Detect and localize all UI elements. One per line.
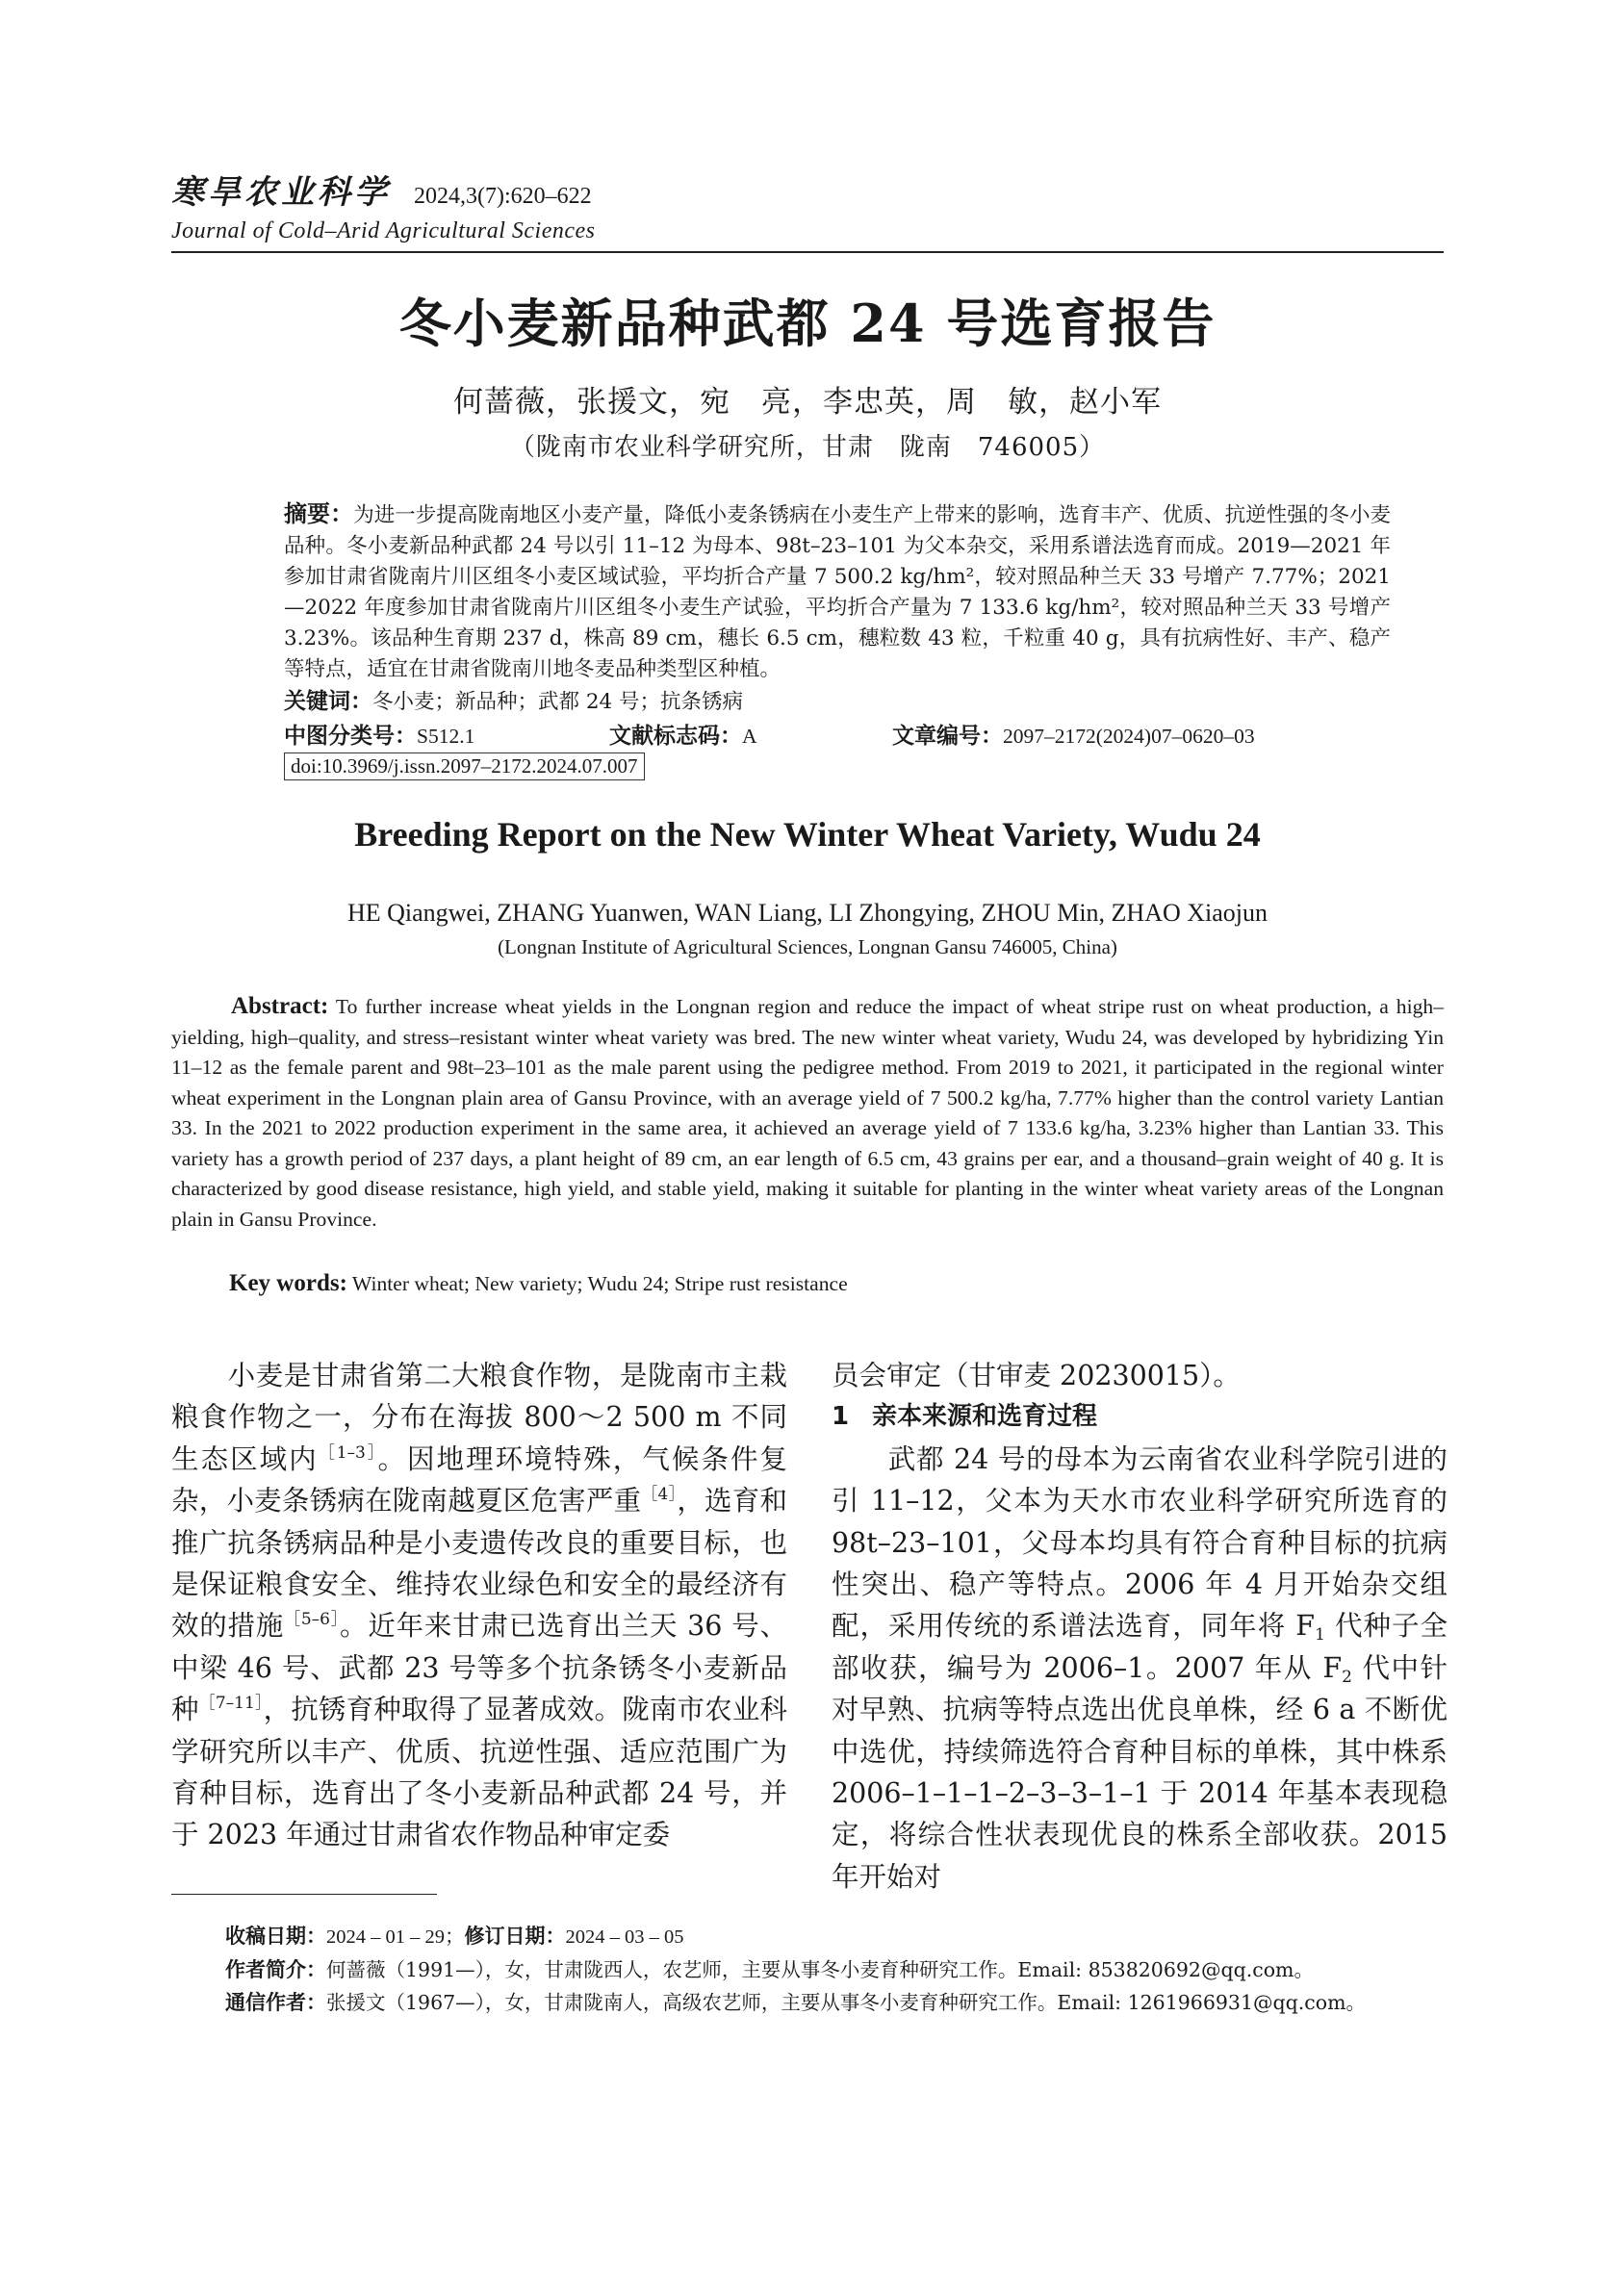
received-line: [171, 1920, 1444, 1953]
body-text: 。因地理环境特殊，气候条件复杂，小麦条锈病在陇南越夏区危害严重: [171, 1442, 787, 1518]
received-label: 收稿日期：: [225, 1925, 326, 1948]
affiliation-cn: （陇南市农业科学研究所，甘肃 陇南 746005）: [509, 433, 1106, 462]
header-rule: [171, 251, 1444, 253]
keywords-en-text: Winter wheat; New variety; Wudu 24; Stripe rust resistance: [351, 1272, 848, 1295]
corresponding-line: [171, 1986, 1444, 2019]
journal-name-en: Journal of Cold–Arid Agricultural Sciences: [171, 218, 596, 243]
body-column-left: [171, 1355, 787, 1856]
citation-ref[interactable]: ［5–6］: [284, 1610, 341, 1630]
abstract-cn-text: 为进一步提高陇南地区小麦产量，降低小麦条锈病在小麦生产上带来的影响，选育丰产、优质、抗逆性强的冬小麦品种。冬小麦新品种武都 24 号以引 11–12 为母本、98t–23–101 为父本杂交，采用系谱法选育而成。2019—2021 年参加甘肃省陇南片川区组冬小麦区域试验，平均折合产量 7 500.2 kg/hm²，较对照品种兰天 33 号增产 7.77%；2021—2022 年度参加甘肃省陇南片川区组冬小麦生产试验，平均折合产量为 7 133.6 kg/hm²，较对照品种兰天 33 号增产 3.23%。该品种生育期 237 d，株高 89 cm，穗长 6.5 cm，穗粒数 43 粒，千粒重 40 g，具有抗病性好、丰产、稳产等特点，适宜在甘肃省陇南川地冬麦品种类型区种植。: [284, 503, 1392, 681]
doi-box[interactable]: doi:10.3969/j.issn.2097–2172.2024.07.007: [284, 753, 645, 780]
article-number-value: 2097–2172(2024)07–0620–03: [1003, 725, 1255, 748]
body-text: ，抗锈育种取得了显著成效。陇南市农业科学研究所以丰产、优质、抗逆性强、适应范围广为育种目标，选育出了冬小麦新品种武都 24 号，并于 2023 年通过甘肃省农作物品种审定委: [171, 1694, 787, 1851]
footnotes: [171, 1920, 1444, 2019]
body-continuation: 员会审定（甘审麦 20230015）。: [832, 1360, 1241, 1391]
citation-ref[interactable]: ［7–11］: [198, 1694, 264, 1714]
section-number: 1: [832, 1402, 850, 1432]
body-column-right: [832, 1355, 1447, 1898]
author-bio-label: 作者简介：: [225, 1958, 326, 1981]
doc-code-label: 文献标志码：: [609, 724, 742, 749]
received-date: 2024 – 01 – 29；: [326, 1926, 465, 1948]
author-bio-text: 何蔷薇（1991—），女，甘肃陇西人，农艺师，主要从事冬小麦育种研究工作。Email: 853820692@qq.com。: [326, 1958, 1314, 1981]
body-paragraph: [171, 1355, 787, 1856]
body-text: 代中针对早熟、抗病等特点选出优良单株，经 6 a 不断优中选优，持续筛选符合育种目标的单株，其中株系 2006–1–1–1–2–3–3–1–1 于 2014 年基本表现稳定，将综合性状表现优良的株系全部收获。2015 年开始对: [832, 1651, 1447, 1893]
keywords-en-label: Key words:: [229, 1270, 347, 1296]
subscript: 1: [1315, 1625, 1325, 1645]
abstract-en-label: Abstract:: [231, 993, 329, 1019]
abstract-cn: [284, 498, 1391, 685]
body-text: ，选育和推广抗条锈病品种是小麦遗传改良的重要目标，也是保证粮食安全、维持农业绿色和安全的最经济有效的措施: [171, 1485, 787, 1643]
revised-label: 修订日期：: [464, 1925, 566, 1948]
journal-name-cn: 寒旱农业科学: [171, 173, 391, 212]
section-heading: [832, 1396, 1447, 1438]
body-paragraph: [832, 1439, 1447, 1898]
clc-label: 中图分类号：: [284, 724, 417, 749]
body-text: 武都 24 号的母本为云南省农业科学院引进的引 11–12，父本为天水市农业科学研究所选育的 98t–23–101，父母本均具有符合育种目标的抗病性突出、稳产等特点。2006 年 4 月开始杂交组配，采用传统的系谱法选育，同年将 F: [832, 1442, 1447, 1643]
title-en: Breeding Report on the New Winter Wheat Variety, Wudu 24: [354, 815, 1261, 854]
affiliation-en: (Longnan Institute of Agricultural Sciences, Longnan Gansu 746005, China): [498, 935, 1117, 958]
footnote-rule: [171, 1894, 437, 1895]
citation-ref[interactable]: ［4］: [641, 1485, 678, 1505]
keywords-cn-text: 冬小麦；新品种；武都 24 号；抗条锈病: [372, 690, 744, 714]
corresponding-label: 通信作者：: [225, 1991, 326, 2014]
citation-ref[interactable]: ［1–3］: [318, 1442, 378, 1463]
title-cn: 冬小麦新品种武都 24 号选育报告: [398, 293, 1217, 354]
abstract-en-text: To further increase wheat yields in the Longnan region and reduce the impact of wheat stripe rust on wheat production, a high–yielding, high–quality, and stress–resistant winter wheat variety was bred. The new winter wheat variety, Wudu 24, was developed by hybridizing Yin 11–12 as the female parent and 98t–23–101 as the male parent using the pedigree method. From 2019 to 2021, it participated in the regional winter wheat experiment in the Longnan plain area of Gansu Province, with an average yield of 7 500.2 kg/ha, 7.77% higher than the control variety Lantian 33. In the 2021 to 2022 production experiment in the same area, it achieved an average yield of 7 133.6 kg/ha, 3.23% higher than Lantian 33. This variety has a growth period of 237 days, a plant height of 89 cm, an ear length of 6.5 cm, 43 grains per ear, and a thousand–grain weight of 40 g. It is characterized by good disease resistance, high yield, and stable yield, making it suitable for planting in the winter wheat variety areas of the Longnan plain in Gansu Province.: [171, 995, 1444, 1231]
keywords-cn: [284, 683, 743, 715]
keywords-en: [229, 1270, 848, 1297]
body-text: 小麦是甘肃省第二大粮食作物，是陇南市主栽粮食作物之一，分布在海拔 800～2 500 m 不同生态区域内: [171, 1360, 787, 1475]
doc-code-value: A: [742, 725, 757, 748]
authors-cn: 何蔷薇，张援文，宛 亮，李忠英，周 敏，赵小军: [453, 385, 1162, 420]
corresponding-text: 张援文（1967—），女，甘肃陇南人，高级农艺师，主要从事冬小麦育种研究工作。Email: 1261966931@qq.com。: [326, 1991, 1367, 2014]
body-text: 。近年来甘肃已选育出兰天 36 号、中梁 46 号、武都 23 号等多个抗条锈冬小麦新品种: [171, 1610, 787, 1726]
authors-en: HE Qiangwei, ZHANG Yuanwen, WAN Liang, LI Zhongying, ZHOU Min, ZHAO Xiaojun: [346, 899, 1268, 927]
subscript: 2: [1342, 1667, 1352, 1687]
author-bio-line: [171, 1953, 1444, 1986]
keywords-cn-label: 关键词：: [284, 689, 372, 714]
body-text: 代种子全部收获，编号为 2006–1。2007 年从 F: [832, 1610, 1448, 1684]
clc-value: S512.1: [417, 725, 475, 748]
journal-header: [171, 166, 1444, 244]
revised-date: 2024 – 03 – 05: [565, 1926, 684, 1948]
abstract-en: [171, 991, 1444, 1235]
volume-info: 2024,3(7):620–622: [414, 184, 592, 209]
article-number-label: 文章编号：: [892, 724, 1003, 749]
section-title: 亲本来源和选育过程: [872, 1402, 1098, 1432]
abstract-cn-label: 摘要：: [284, 500, 354, 527]
